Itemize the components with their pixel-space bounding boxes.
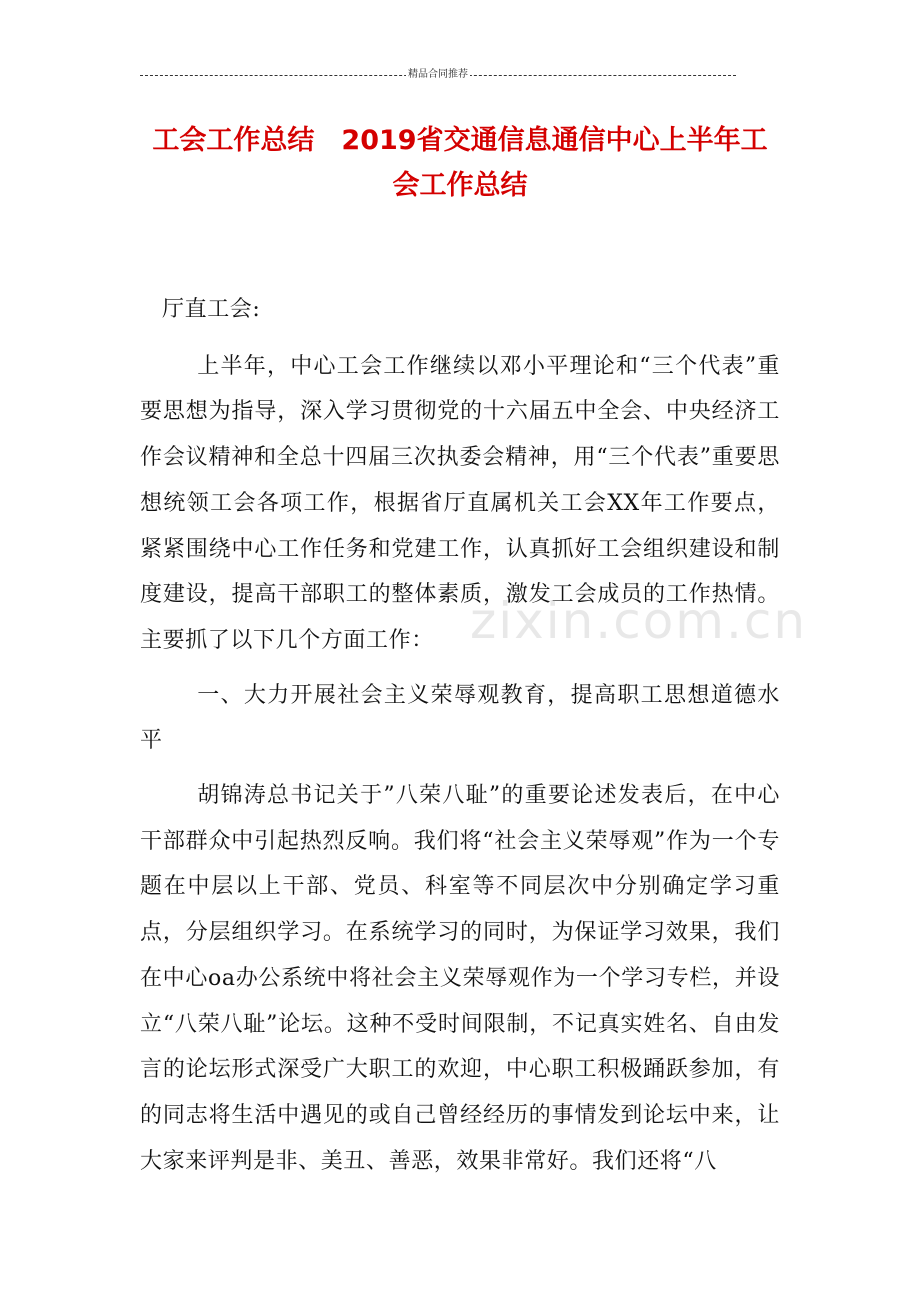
header-rule: [140, 68, 736, 82]
paragraph-intro: 上半年，中心工会工作继续以邓小平理论和“三个代表”重要思想为指导，深入学习贯彻党的十六届五中全会、中央经济工作会议精神和全总十四届三次执委会精神，用“三个代表”重要思想统领工会各项工作，根据省厅直属机关工会XX年工作要点，紧紧围绕中心工作任务和党建工作，认真抓好工会组织建设和制度建设，提高干部职工的整体素质，激发工会成员的工作热情。主要抓了以下几个方面工作：: [140, 353, 780, 653]
watermark: zixin.com.cn: [470, 592, 808, 650]
document-body: [140, 287, 780, 1193]
section-heading-1: 一、大力开展社会主义荣辱观教育，提高职工思想道德水平: [140, 682, 780, 754]
salutation: 厅直工会:: [162, 297, 261, 322]
header-label: 精品合同推荐: [408, 69, 468, 80]
document-title: 工会工作总结 2019省交通信息通信中心上半年工会工作总结: [152, 125, 768, 201]
paragraph-section-1: 胡锦涛总书记关于”八荣八耻”的重要论述发表后，在中心干部群众中引起热烈反响。我们将“社会主义荣辱观”作为一个专题在中层以上干部、党员、科室等不同层次中分别确定学习重点，分层组织学习。在系统学习的同时，为保证学习效果，我们在中心oa办公系统中将社会主义荣辱观作为一个学习专栏，并设立“八荣八耻”论坛。这种不受时间限制，不记真实姓名、自由发言的论坛形式深受广大职工的欢迎，中心职工积极踊跃参加，有的同志将生活中遇见的或自己曾经经历的事情发到论坛中来，让大家来评判是非、美丑、善恶，效果非常好。我们还将“八: [140, 783, 780, 1174]
